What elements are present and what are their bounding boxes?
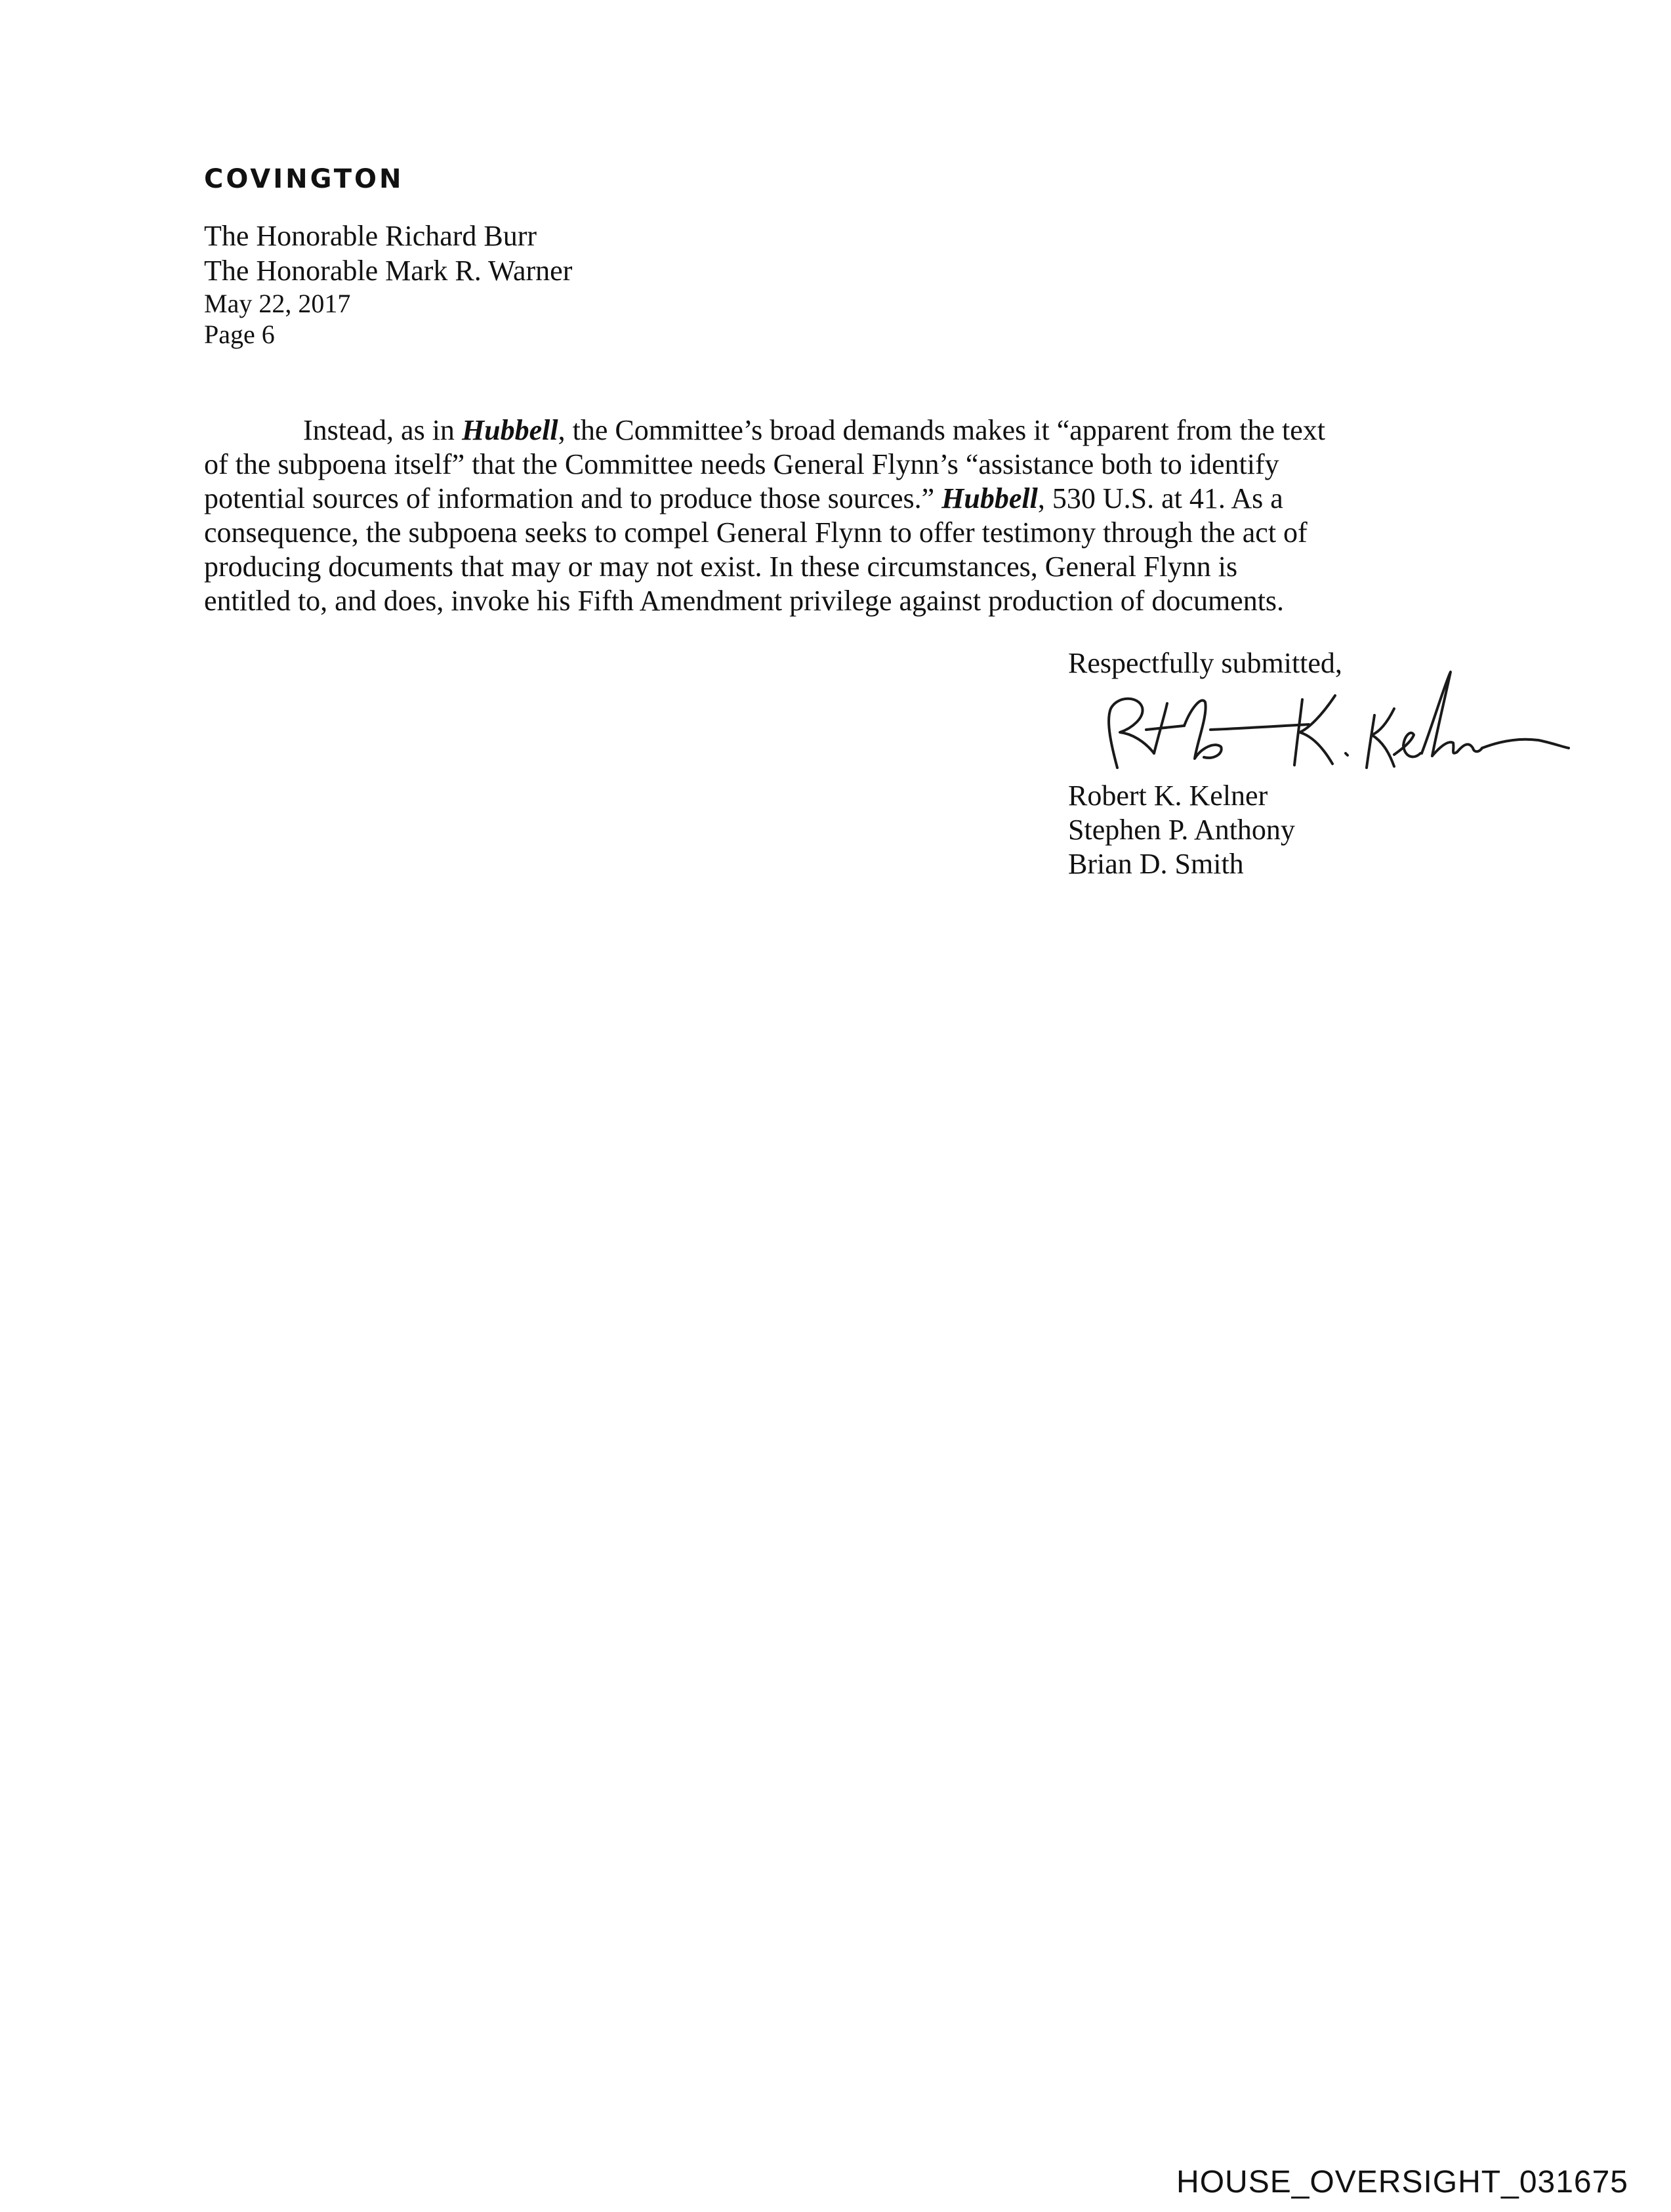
- body-line: [204, 413, 1490, 448]
- firm-letterhead: COVINGTON: [204, 164, 404, 194]
- handwritten-signature: [1086, 669, 1571, 774]
- body-text-span: Instead, as in: [303, 414, 462, 446]
- body-line: entitled to, and does, invoke his Fifth Amendment privilege against production of documents.: [204, 585, 1285, 617]
- bates-number: HOUSE_OVERSIGHT_031675: [1176, 2165, 1628, 2200]
- letter-body: [204, 413, 1490, 618]
- body-text-span: , the Committee’s broad demands makes it “apparent from the text: [558, 414, 1325, 446]
- body-text-span: , 530 U.S. at 41. As a: [1037, 482, 1283, 514]
- recipient-line: The Honorable Mark R. Warner: [204, 255, 573, 287]
- recipient-line: The Honorable Richard Burr: [204, 220, 537, 252]
- case-citation: Hubbell: [941, 482, 1038, 514]
- signer-name: Brian D. Smith: [1068, 848, 1244, 880]
- signer-name: Stephen P. Anthony: [1068, 814, 1295, 846]
- letter-header: [204, 219, 572, 350]
- signer-name: Robert K. Kelner: [1068, 780, 1268, 812]
- body-line: of the subpoena itself” that the Committee needs General Flynn’s “assistance both to identify: [204, 448, 1279, 480]
- body-line: producing documents that may or may not exist. In these circumstances, General Flynn is: [204, 551, 1238, 583]
- case-citation: Hubbell: [461, 414, 558, 446]
- closing-salutation: Respectfully submitted,: [1068, 647, 1342, 679]
- body-text-span: potential sources of information and to produce those sources.”: [204, 482, 942, 514]
- body-line: [204, 482, 1490, 516]
- body-line: consequence, the subpoena seeks to compel General Flynn to offer testimony through the act of: [204, 516, 1308, 549]
- letter-date: May 22, 2017: [204, 289, 351, 318]
- page-number: Page 6: [204, 320, 275, 349]
- signer-list: [1068, 779, 1295, 881]
